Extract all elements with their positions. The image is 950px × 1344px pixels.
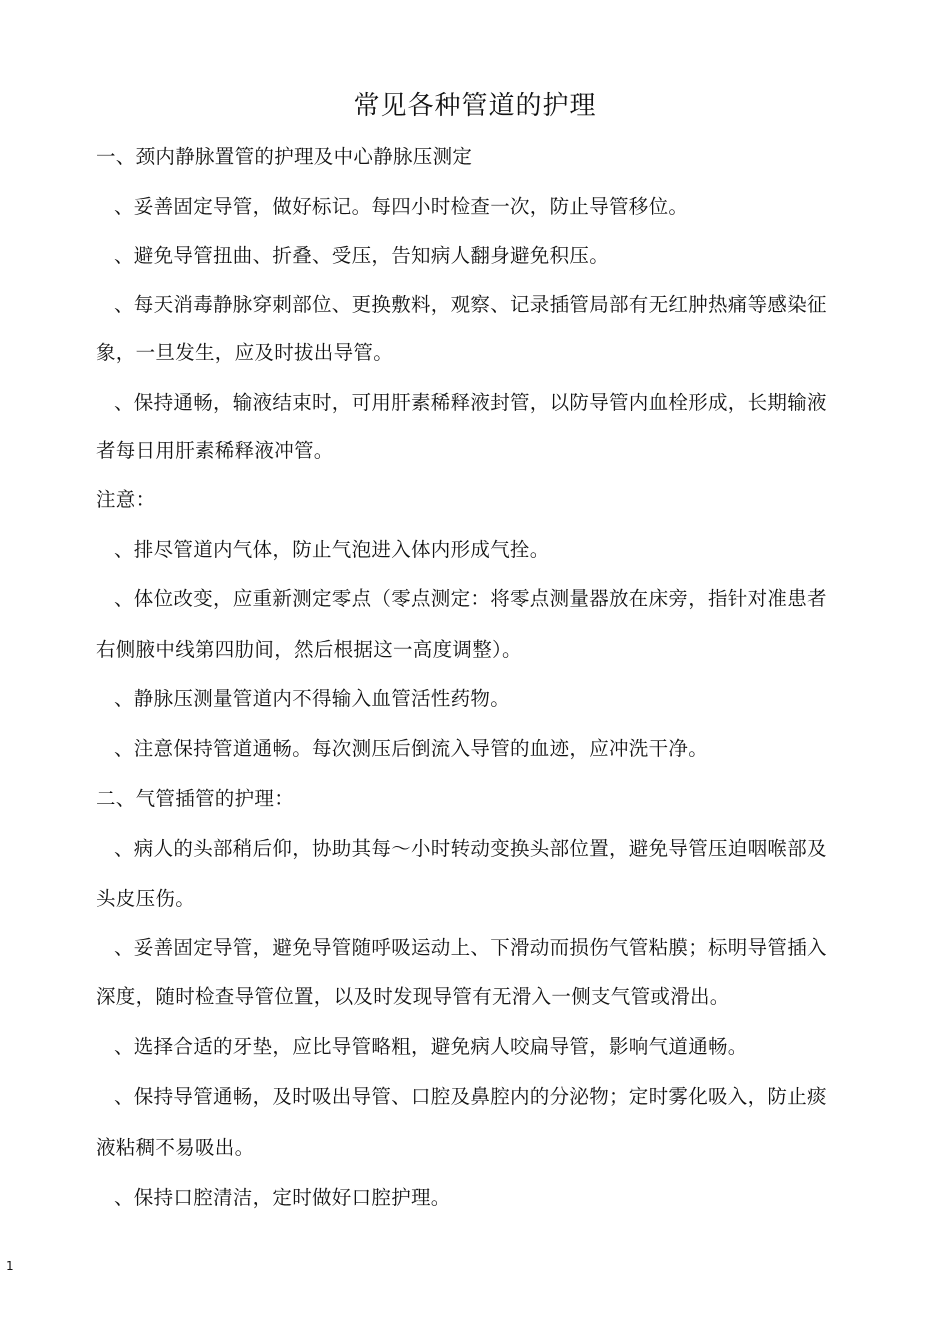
paragraph-line: 象，一旦发生，应及时拔出导管。	[96, 341, 394, 364]
paragraph-line: 、体位改变，应重新测定零点（零点测定：将零点测量器放在床旁，指针对准患者	[114, 587, 827, 610]
document-title: 常见各种管道的护理	[353, 91, 597, 121]
paragraph-line: 者每日用肝素稀释液冲管。	[96, 439, 334, 462]
paragraph-line: 、妥善固定导管，避免导管随呼吸运动上、下滑动而损伤气管粘膜；标明导管插入	[114, 936, 827, 959]
note-heading: 注意：	[96, 488, 156, 511]
paragraph-line: 头皮压伤。	[96, 887, 196, 910]
paragraph-line: 、注意保持管道通畅。每次测压后倒流入导管的血迹，应冲洗干净。	[114, 737, 709, 760]
paragraph-line: 、静脉压测量管道内不得输入血管活性药物。	[114, 687, 511, 710]
section-heading-1: 一、颈内静脉置管的护理及中心静脉压测定	[96, 145, 473, 168]
paragraph-line: 右侧腋中线第四肋间，然后根据这一高度调整）。	[96, 638, 522, 661]
section-heading-2: 二、气管插管的护理：	[96, 787, 295, 810]
paragraph-line: 、妥善固定导管，做好标记。每四小时检查一次，防止导管移位。	[114, 195, 689, 218]
paragraph-line: 、保持导管通畅，及时吸出导管、口腔及鼻腔内的分泌物；定时雾化吸入，防止痰	[114, 1085, 827, 1108]
page-number: 1	[6, 1259, 14, 1273]
paragraph-line: 液粘稠不易吸出。	[96, 1136, 255, 1159]
paragraph-line: 、每天消毒静脉穿刺部位、更换敷料，观察、记录插管局部有无红肿热痛等感染征	[114, 293, 827, 316]
paragraph-line: 、避免导管扭曲、折叠、受压，告知病人翻身避免积压。	[114, 244, 610, 267]
paragraph-line: 深度，随时检查导管位置，以及时发现导管有无滑入一侧支气管或滑出。	[96, 985, 730, 1008]
paragraph-line: 、排尽管道内气体，防止气泡进入体内形成气拴。	[114, 538, 550, 561]
paragraph-line: 、病人的头部稍后仰，协助其每～小时转动变换头部位置，避免导管压迫咽喉部及	[114, 837, 827, 860]
paragraph-line: 、保持口腔清洁，定时做好口腔护理。	[114, 1186, 451, 1209]
paragraph-line: 、保持通畅，输液结束时，可用肝素稀释液封管，以防导管内血栓形成，长期输液	[114, 391, 827, 414]
paragraph-line: 、选择合适的牙垫，应比导管略粗，避免病人咬扁导管，影响气道通畅。	[114, 1035, 748, 1058]
